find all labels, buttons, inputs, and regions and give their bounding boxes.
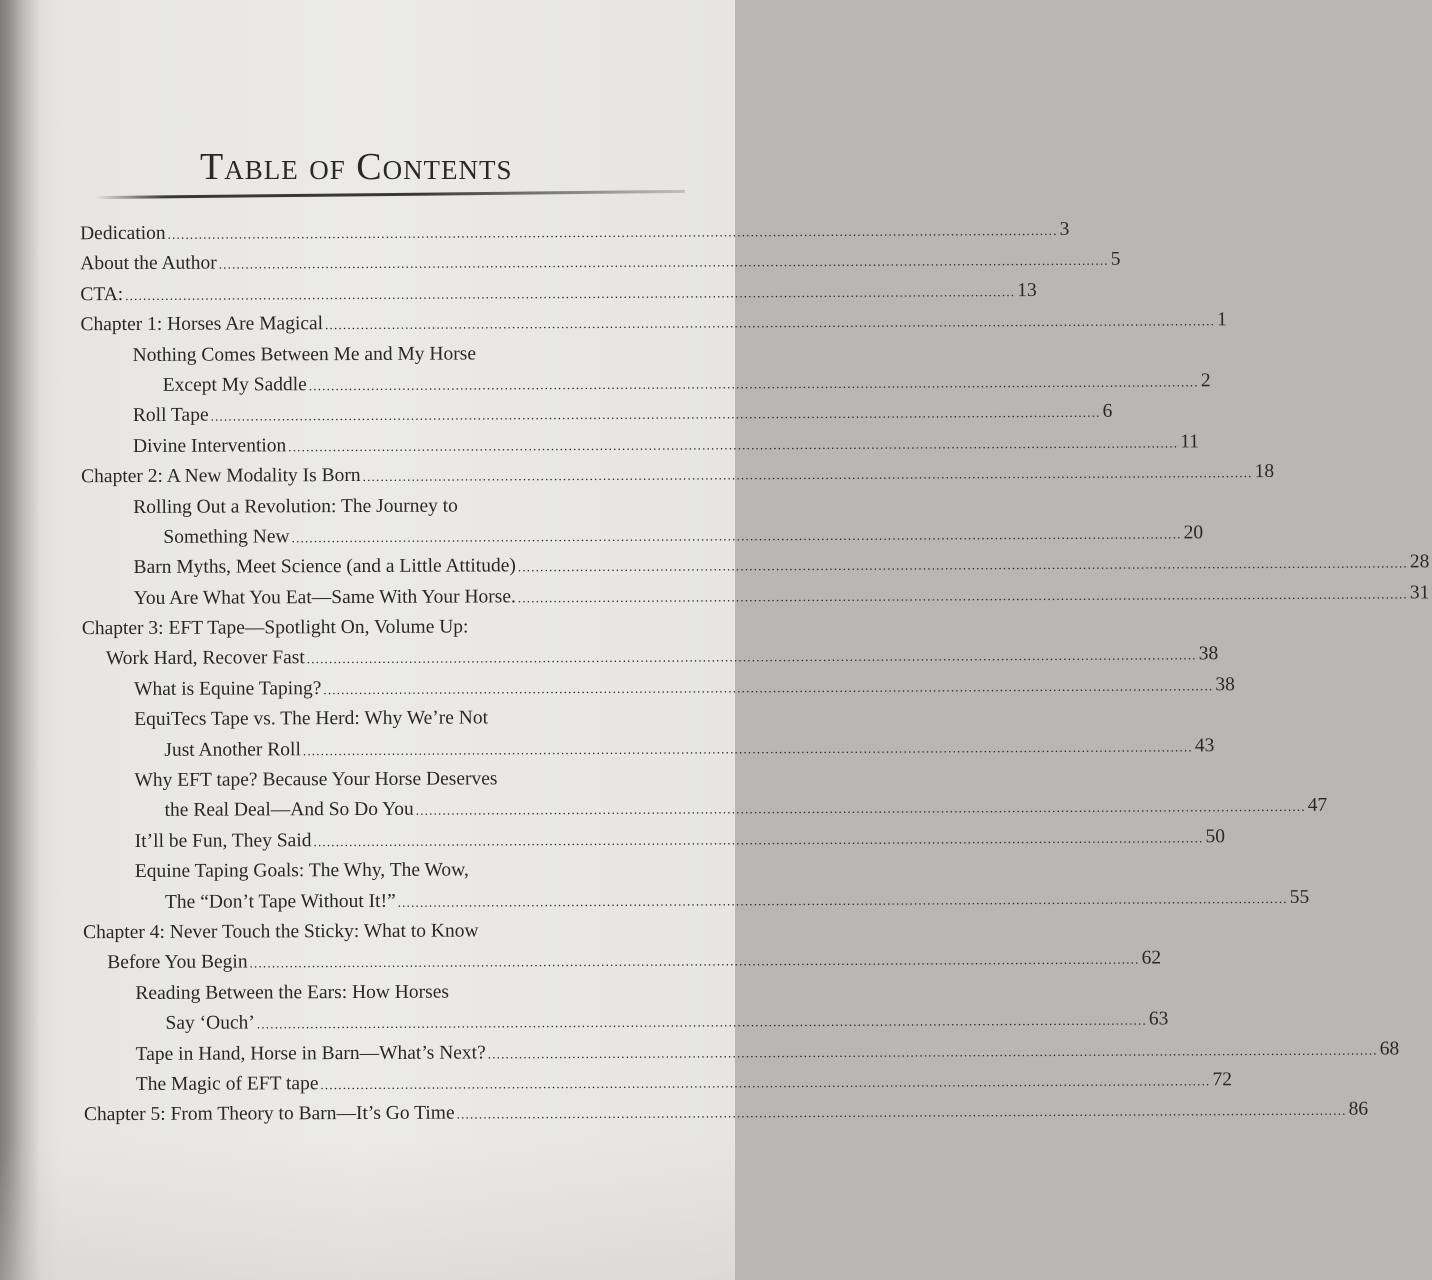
- toc-entry-text: What is Equine Taping?: [134, 678, 322, 700]
- toc-entry-page: 11: [1180, 431, 1200, 453]
- toc-entry-text: Divine Intervention: [132, 435, 287, 457]
- leader-dots: ........................................................................................................................................................................................................: [167, 222, 1058, 242]
- toc-entry-section: [77, 551, 1430, 584]
- toc-entry-chapter-2: [77, 460, 1275, 493]
- toc-entry-text: Except My Saddle: [162, 374, 307, 396]
- toc-entry-chapter-4: [79, 916, 631, 949]
- leader-dots: ........................................................................................................................................................................................................: [291, 526, 1182, 546]
- toc-entry-text: Barn Myths, Meet Science (and a Little Attitude): [133, 555, 516, 579]
- toc-entry-page: 38: [1198, 643, 1219, 665]
- leader-dots: ........................................................................................................................................................................................................: [125, 283, 1016, 303]
- toc-entry-section-cont: [79, 1007, 1169, 1040]
- toc-entry-text: Reading Between the Ears: How Horses: [135, 981, 449, 1004]
- toc-entry-section: [78, 703, 630, 736]
- toc-entry-section-cont: [77, 521, 1204, 554]
- leader-dots: ........................................................................................................................................................................................................: [288, 435, 1179, 455]
- toc-entry-text: Rolling Out a Revolution: The Journey to: [133, 495, 458, 518]
- leader-dots: ........................................................................................................................................................................................................: [308, 374, 1199, 394]
- leader-dots: ........................................................................................................................................................................................................: [325, 313, 1216, 333]
- toc-entry-page: 1: [1217, 309, 1227, 331]
- toc-entry-section: [77, 430, 1200, 463]
- title-rule: [95, 190, 685, 199]
- leader-dots: ........................................................................................................................................................................................................: [415, 799, 1306, 819]
- toc-entry-text: Something New: [163, 526, 290, 548]
- toc-entry-page: 20: [1183, 522, 1204, 544]
- toc-entry-section: [77, 399, 1113, 432]
- leader-dots: ........................................................................................................................................................................................................: [517, 586, 1408, 605]
- toc-entry-text: the Real Deal—And So Do You: [164, 799, 414, 822]
- toc-entry-page: 62: [1141, 947, 1162, 969]
- toc-entry-text: Tape in Hand, Horse in Barn—What’s Next?: [135, 1041, 486, 1065]
- toc-entry-page: 6: [1102, 401, 1113, 423]
- toc-entry-page: 5: [1110, 249, 1121, 271]
- toc-entry-text: EquiTecs Tape vs. The Herd: Why We’re Not: [134, 707, 489, 731]
- toc-entry-dedication: [76, 217, 1070, 250]
- toc-entry-text: About the Author: [80, 252, 217, 275]
- toc-list: [76, 217, 1430, 1131]
- toc-entry-section: [77, 338, 629, 371]
- leader-dots: ........................................................................................................................................................................................................: [210, 405, 1101, 424]
- leader-dots: ........................................................................................................................................................................................................: [313, 830, 1204, 849]
- toc-entry-chapter-3-cont: [78, 642, 1219, 675]
- toc-entry-section: [79, 855, 631, 888]
- toc-entry-text: Chapter 2: A New Modality Is Born: [81, 465, 361, 488]
- toc-entry-page: 38: [1215, 674, 1235, 696]
- toc-entry-text: Equine Taping Goals: The Why, The Wow,: [134, 859, 469, 883]
- toc-entry-text: Chapter 1: Horses Are Magical: [80, 313, 324, 336]
- leader-dots: ........................................................................................................................................................................................................: [306, 647, 1197, 667]
- leader-dots: ........................................................................................................................................................................................................: [362, 465, 1253, 485]
- leader-dots: ........................................................................................................................................................................................................: [249, 951, 1140, 971]
- toc-entry-text: Chapter 3: EFT Tape—Spotlight On, Volume Up:: [81, 616, 469, 640]
- page-bottom-shadow: [0, 1140, 735, 1280]
- toc-entry-page: 63: [1148, 1008, 1169, 1030]
- toc-entry-chapter-4-cont: [79, 946, 1162, 979]
- toc-entry-page: 28: [1409, 551, 1430, 573]
- toc-entry-text: Work Hard, Recover Fast: [105, 647, 305, 670]
- toc-entry-section: [78, 673, 1235, 706]
- toc-entry-page: 86: [1348, 1098, 1369, 1120]
- leader-dots: ........................................................................................................................................................................................................: [218, 253, 1109, 272]
- leader-dots: ........................................................................................................................................................................................................: [397, 890, 1288, 910]
- toc-entry-text: It’ll be Fun, They Said: [134, 829, 312, 852]
- toc-entry-section: [80, 1037, 1400, 1070]
- toc-entry-text: Roll Tape: [132, 404, 209, 427]
- toc-entry-section-cont: [79, 794, 1328, 827]
- toc-entry-page: 68: [1379, 1037, 1400, 1060]
- leader-dots: ........................................................................................................................................................................................................: [487, 1042, 1378, 1061]
- toc-entry-chapter-5: [80, 1098, 1369, 1131]
- toc-entry-text: Just Another Roll: [164, 738, 301, 761]
- toc-entry-about-author: [76, 247, 1121, 280]
- toc-entry-page: 2: [1200, 370, 1211, 392]
- toc-entry-cta: [76, 278, 1037, 311]
- leader-dots: ........................................................................................................................................................................................................: [320, 1073, 1211, 1093]
- toc-entry-section-cont: [77, 369, 1211, 402]
- toc-entry-section: [80, 1068, 1232, 1101]
- toc-entry-text: Say ‘Ouch’: [165, 1012, 255, 1034]
- toc-entry-page: 13: [1017, 279, 1037, 301]
- toc-entry-section: [77, 490, 629, 523]
- toc-entry-page: 3: [1059, 218, 1070, 240]
- toc-entry-page: 18: [1254, 461, 1275, 483]
- toc-entry-section-cont: [79, 885, 1310, 918]
- toc-entry-section: [78, 581, 1430, 614]
- leader-dots: ........................................................................................................................................................................................................: [323, 678, 1214, 697]
- leader-dots: ........................................................................................................................................................................................................: [456, 1103, 1347, 1122]
- toc-entry-section: [79, 825, 1226, 858]
- toc-entry-text: Chapter 5: From Theory to Barn—It’s Go Time: [83, 1102, 455, 1126]
- toc-entry-page: 55: [1289, 886, 1310, 908]
- page-gutter-shadow: [0, 0, 40, 1280]
- leader-dots: ........................................................................................................................................................................................................: [302, 738, 1193, 758]
- toc-entry-chapter-1: [76, 308, 1227, 341]
- toc-entry-page: 47: [1307, 795, 1328, 817]
- toc-entry-text: The Magic of EFT tape: [135, 1073, 319, 1095]
- toc-entry-page: 31: [1409, 581, 1430, 604]
- toc-entry-text: Before You Begin: [107, 951, 248, 974]
- toc-entry-page: 50: [1205, 826, 1226, 848]
- leader-dots: ........................................................................................................................................................................................................: [256, 1012, 1147, 1032]
- toc-entry-text: Why EFT tape? Because Your Horse Deserves: [134, 768, 498, 791]
- toc-entry-text: Nothing Comes Between Me and My Horse: [132, 343, 477, 366]
- toc-entry-page: 72: [1212, 1069, 1232, 1091]
- leader-dots: ........................................................................................................................................................................................................: [517, 555, 1408, 575]
- toc-entry-page: 43: [1194, 734, 1215, 756]
- toc-entry-text: Chapter 4: Never Touch the Sticky: What to Know: [83, 920, 479, 944]
- toc-entry-section: [79, 977, 631, 1010]
- toc-entry-section-cont: [78, 733, 1215, 766]
- toc-entry-text: Dedication: [80, 222, 166, 245]
- page-title: Table of Contents: [200, 146, 513, 188]
- toc-entry-section: [78, 764, 630, 797]
- toc-entry-chapter-3: [78, 612, 630, 645]
- toc-entry-text: The “Don’t Tape Without It!”: [164, 890, 396, 913]
- toc-entry-text: CTA:: [80, 283, 124, 305]
- toc-entry-text: You Are What You Eat—Same With Your Horse.: [133, 585, 516, 609]
